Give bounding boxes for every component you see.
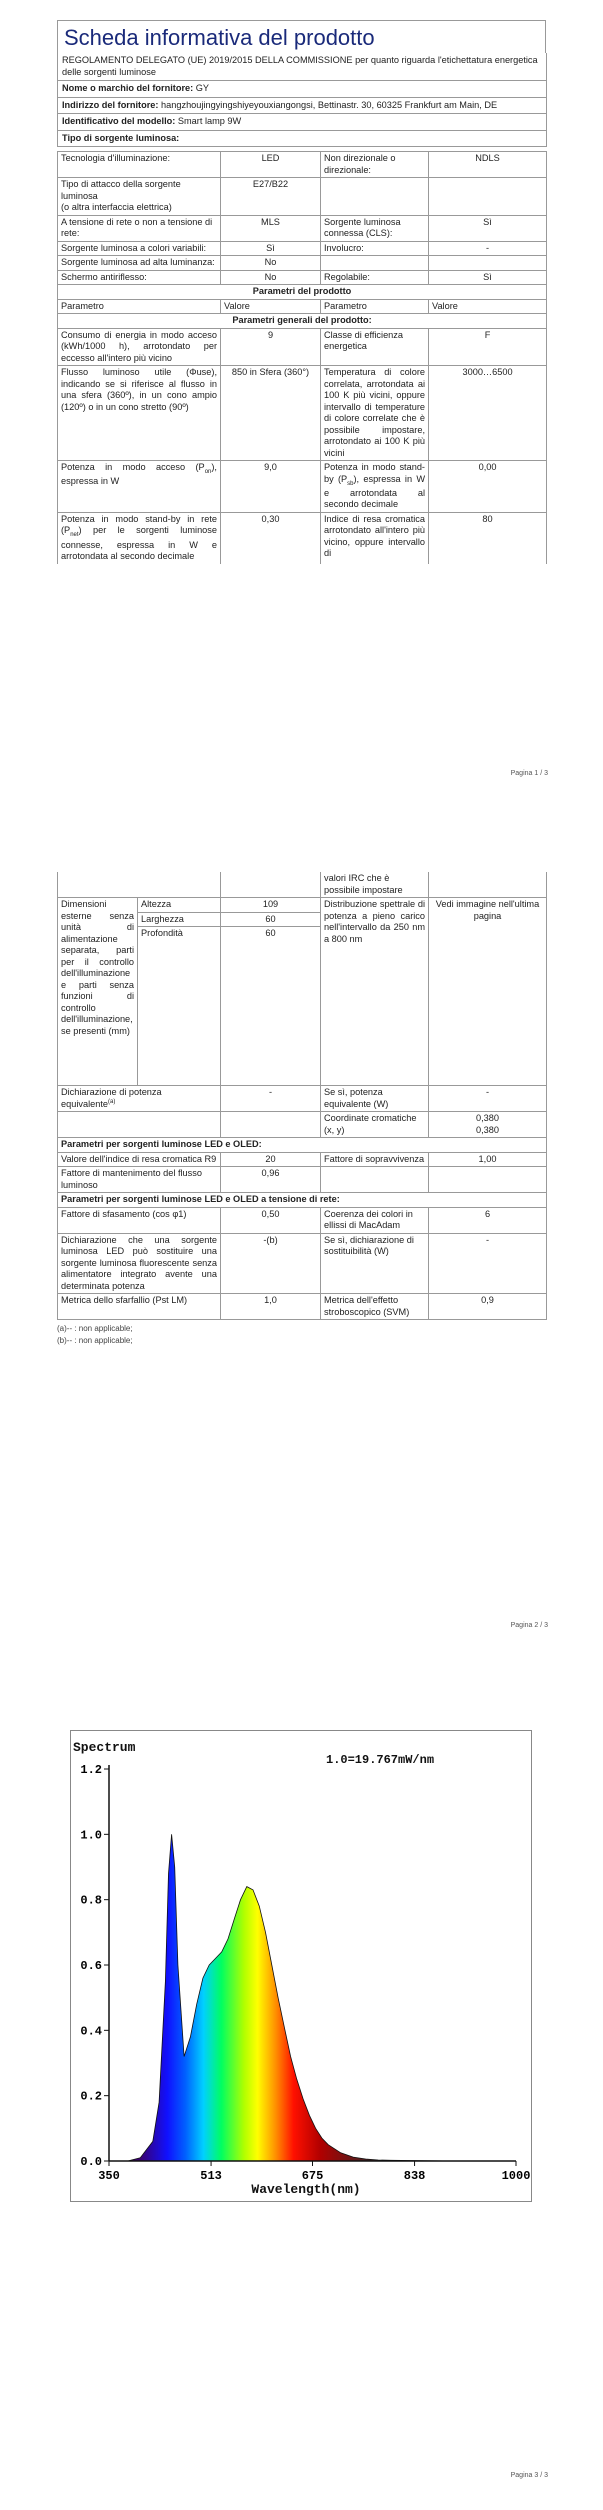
cell-survival-value: 1,00 <box>429 1152 547 1167</box>
cell-energy-label: Consumo di energia in modo acceso (kWh/1000 h), arrotondato per eccesso all'intero più vicino <box>58 328 221 366</box>
cell-chroma-label: Coordinate cromatiche (x, y) <box>321 1112 429 1138</box>
x-tick-label: 675 <box>301 2169 324 2183</box>
cell-luminance-label: Sorgente luminosa ad alta luminanza: <box>58 256 221 271</box>
cell-chroma-value: 0,380 0,380 <box>429 1112 547 1138</box>
cell-luminance-value: No <box>221 256 321 271</box>
cell-width-label: Larghezza <box>138 912 221 927</box>
cell-psb-value: 0,00 <box>429 461 547 513</box>
cell-svm-value: 0,9 <box>429 1294 547 1320</box>
cell-replace-value: -(b) <box>221 1233 321 1294</box>
cell-width-value: 60 <box>221 912 321 927</box>
supplier-name-label: Nome o marchio del fornitore: <box>62 83 194 93</box>
y-tick-label: 0.6 <box>80 1959 102 1973</box>
cell-pf-value: 0,50 <box>221 1207 321 1233</box>
cell-depth-label: Profondità <box>138 927 221 1086</box>
cell-dimmable-label: Regolabile: <box>321 270 429 285</box>
cell-spectral-value: Vedi immagine nell'ultima pagina <box>429 898 547 1086</box>
table-row <box>58 1233 547 1294</box>
cell-equiv-label: Dichiarazione di potenza equivalente$^{(a)}$ <box>58 1086 221 1112</box>
supplier-name-row <box>58 81 547 98</box>
cell-cct-label: Temperatura di colore correlata, arrotondata ai 100 K più vicini, oppure intervallo di temperature di colore correlate che è possibile impostare, arrotondato ai 100 K più vicini <box>321 366 429 461</box>
cell-glare-label: Schermo antiriflesso: <box>58 270 221 285</box>
cell-maintenance-value: 0,96 <box>221 1167 321 1193</box>
cell-mains-value: MLS <box>221 215 321 241</box>
col-header-value: Valore <box>221 299 321 314</box>
x-axis-label: Wavelength(nm) <box>251 2182 361 2197</box>
page-1 <box>0 0 603 790</box>
y-tick-label: 1.0 <box>80 1828 102 1843</box>
y-tick-label: 0.8 <box>80 1893 102 1908</box>
y-tick-label: 0.0 <box>80 2155 102 2169</box>
cell-class-label: Classe di efficienza energetica <box>321 328 429 366</box>
cell-equiv-w-label: Se sì, potenza equivalente (W) <box>321 1086 429 1112</box>
table-row <box>58 215 547 241</box>
table-row <box>58 1294 547 1320</box>
cell-r9-value: 20 <box>221 1152 321 1167</box>
table-row <box>58 1086 547 1112</box>
cell-colour-label: Sorgente luminosa a colori variabili: <box>58 241 221 256</box>
table-row <box>58 512 547 563</box>
cell-equiv-w-value: - <box>429 1086 547 1112</box>
cell-survival-label: Fattore di sopravvivenza <box>321 1152 429 1167</box>
page-3 <box>0 1700 603 2510</box>
cell-spectral-label: Distribuzione spettrale di potenza a pieno carico nell'intervallo da 250 nm a 800 nm <box>321 898 429 1086</box>
product-sheet-continued <box>57 872 546 1347</box>
cell-r9-label: Valore dell'indice di resa cromatica R9 <box>58 1152 221 1167</box>
model-label: Identificativo del modello: <box>62 116 176 126</box>
cell-flux-value: 850 in Sfera (360°) <box>221 366 321 461</box>
table-row <box>58 898 547 913</box>
table-row <box>58 872 547 898</box>
cell-cap-value: E27/B22 <box>221 178 321 216</box>
cell-class-value: F <box>429 328 547 366</box>
cell-svm-label: Metrica dell'effetto stroboscopico (SVM) <box>321 1294 429 1320</box>
cell-flicker-value: 1,0 <box>221 1294 321 1320</box>
x-tick-label: 1000 <box>501 2169 531 2183</box>
table-row <box>58 270 547 285</box>
cell-replace-w-value: - <box>429 1233 547 1294</box>
cell-pf-label: Fattore di sfasamento (cos φ1) <box>58 1207 221 1233</box>
spectrum-svg <box>71 1731 531 2201</box>
supplier-address-label: Indirizzo del fornitore: <box>62 99 159 110</box>
y-tick-label: 1.2 <box>80 1763 102 1777</box>
mains-params-title: Parametri per sorgenti luminose LED e OLED a tensione di rete: <box>58 1193 547 1208</box>
table-row <box>58 256 547 271</box>
cell-mains-label: A tensione di rete o non a tensione di rete: <box>58 215 221 241</box>
cell-macadam-label: Coerenza dei colori in ellissi di MacAdam <box>321 1207 429 1233</box>
cell-directional-value: NDLS <box>429 152 547 178</box>
model-row <box>58 114 547 131</box>
table-row <box>58 328 547 366</box>
cell-glare-value: No <box>221 270 321 285</box>
table-row <box>58 1207 547 1233</box>
page-title: Scheda informativa del prodotto <box>57 20 546 53</box>
cell-envelope-value: - <box>429 241 547 256</box>
cell-maintenance-label: Fattore di mantenimento del flusso luminoso <box>58 1167 221 1193</box>
cell-depth-value: 60 <box>221 927 321 1086</box>
params-section-title: Parametri del prodotto <box>58 285 547 300</box>
led-params-title: Parametri per sorgenti luminose LED e OLED: <box>58 1138 547 1153</box>
chart-title: Spectrum <box>73 1740 136 1755</box>
cell-replace-w-label: Se sì, dichiarazione di sostituibilità (W) <box>321 1233 429 1294</box>
cell-cct-value: 3000…6500 <box>429 366 547 461</box>
table-row <box>58 461 547 513</box>
cell-equiv-value: - <box>221 1086 321 1112</box>
supplier-table <box>57 53 547 564</box>
cell-macadam-value: 6 <box>429 1207 547 1233</box>
cell-pon-label: Potenza in modo acceso $(P_{on})$, espressa in W <box>58 461 221 513</box>
model-value: Smart lamp 9W <box>177 116 242 126</box>
page-2 <box>0 860 603 1640</box>
supplier-address-row <box>58 97 547 114</box>
page-number: Pagina 3 / 3 <box>510 2472 548 2479</box>
cell-cap-label: Tipo di attacco della sorgente luminosa (o altra interfaccia elettrica) <box>58 178 221 216</box>
cell-directional-label: Non direzionale o direzionale: <box>321 152 429 178</box>
page-number: Pagina 2 / 3 <box>510 1622 548 1629</box>
table-header-row <box>58 299 547 314</box>
cell-technology-label: Tecnologia d'illuminazione: <box>58 152 221 178</box>
cell-height-label: Altezza <box>138 898 221 913</box>
cell-cls-value: Sì <box>429 215 547 241</box>
product-sheet <box>57 20 546 564</box>
cell-pnet-label: Potenza in modo stand-by in rete $(P_{net})$ per le sorgenti luminose connesse, espressa in W e arrotondata al secondo decimale <box>58 512 221 563</box>
cell-psb-label: Potenza in modo stand-by $(P_{sb})$, espressa in W e arrotondata al secondo decimale <box>321 461 429 513</box>
cell-height-value: 109 <box>221 898 321 913</box>
cell-flux-label: Flusso luminoso utile (Φuse), indicando se si riferisce al flusso in una sfera (360º), in un cono ampio (120º) o in un cono stretto (90º) <box>58 366 221 461</box>
table-row <box>58 366 547 461</box>
cell-flicker-label: Metrica dello sfarfallio (Pst LM) <box>58 1294 221 1320</box>
x-tick-label: 513 <box>200 2169 222 2183</box>
table-row <box>58 178 547 216</box>
supplier-address-value: hangzhoujingyingshiyeyouxiangongsi, Bettinastr. 30, 60325 Frankfurt am Main, DE <box>161 99 498 110</box>
footnote-a: (a)-- : non applicable; <box>57 1324 133 1334</box>
cell-cri-cont: valori IRC che è possibile impostare <box>321 872 429 898</box>
cell-cls-label: Sorgente luminosa connessa (CLS): <box>321 215 429 241</box>
cell-replace-label: Dichiarazione che una sorgente luminosa LED può sostituire una sorgente luminosa fluorescente senza alimentatore integrato avente una determinata potenza <box>58 1233 221 1294</box>
params-table-2 <box>57 872 547 1320</box>
cell-dimmable-value: Sì <box>429 270 547 285</box>
table-row <box>58 1167 547 1193</box>
cell-cri-value: 80 <box>429 512 547 563</box>
x-tick-label: 350 <box>98 2169 120 2183</box>
col-header-param: Parametro <box>58 299 221 314</box>
cell-energy-value: 9 <box>221 328 321 366</box>
regulation-text: REGOLAMENTO DELEGATO (UE) 2019/2015 DELLA COMMISSIONE per quanto riguarda l'etichettatura energetica delle sorgenti luminose <box>58 53 547 81</box>
cell-pnet-value: 0,30 <box>221 512 321 563</box>
y-tick-label: 0.4 <box>80 2024 102 2039</box>
footnote-b: (b)-- : non applicable; <box>57 1336 133 1346</box>
page-number: Pagina 1 / 3 <box>510 770 548 777</box>
general-params-title: Parametri generali del prodotto: <box>58 314 547 329</box>
source-type-heading: Tipo di sorgente luminosa: <box>58 130 547 147</box>
cell-colour-value: Sì <box>221 241 321 256</box>
cell-dims-label: Dimensioni esterne senza unità di alimentazione separata, parti per il controllo dell'illuminazione e parti senza funzioni di controllo dell'illuminazione, se presenti (mm) <box>58 898 138 1086</box>
spectrum-area <box>109 1834 516 2161</box>
table-row <box>58 1112 547 1138</box>
chart-annotation: 1.0=19.767mW/nm <box>326 1753 435 1767</box>
cell-technology-value: LED <box>221 152 321 178</box>
cell-envelope-label: Involucro: <box>321 241 429 256</box>
col-header-param-2: Parametro <box>321 299 429 314</box>
spectrum-chart <box>70 1730 532 2202</box>
table-row <box>58 152 547 178</box>
table-row <box>58 241 547 256</box>
cell-cri-label: Indice di resa cromatica arrotondato all'intero più vicino, oppure intervallo di <box>321 512 429 563</box>
supplier-name-value: GY <box>195 83 210 93</box>
x-tick-label: 838 <box>403 2169 426 2183</box>
cell-pon-value: 9,0 <box>221 461 321 513</box>
col-header-value-2: Valore <box>429 299 547 314</box>
table-row <box>58 1152 547 1167</box>
footnotes <box>57 1323 546 1347</box>
y-tick-label: 0.2 <box>80 2089 102 2104</box>
